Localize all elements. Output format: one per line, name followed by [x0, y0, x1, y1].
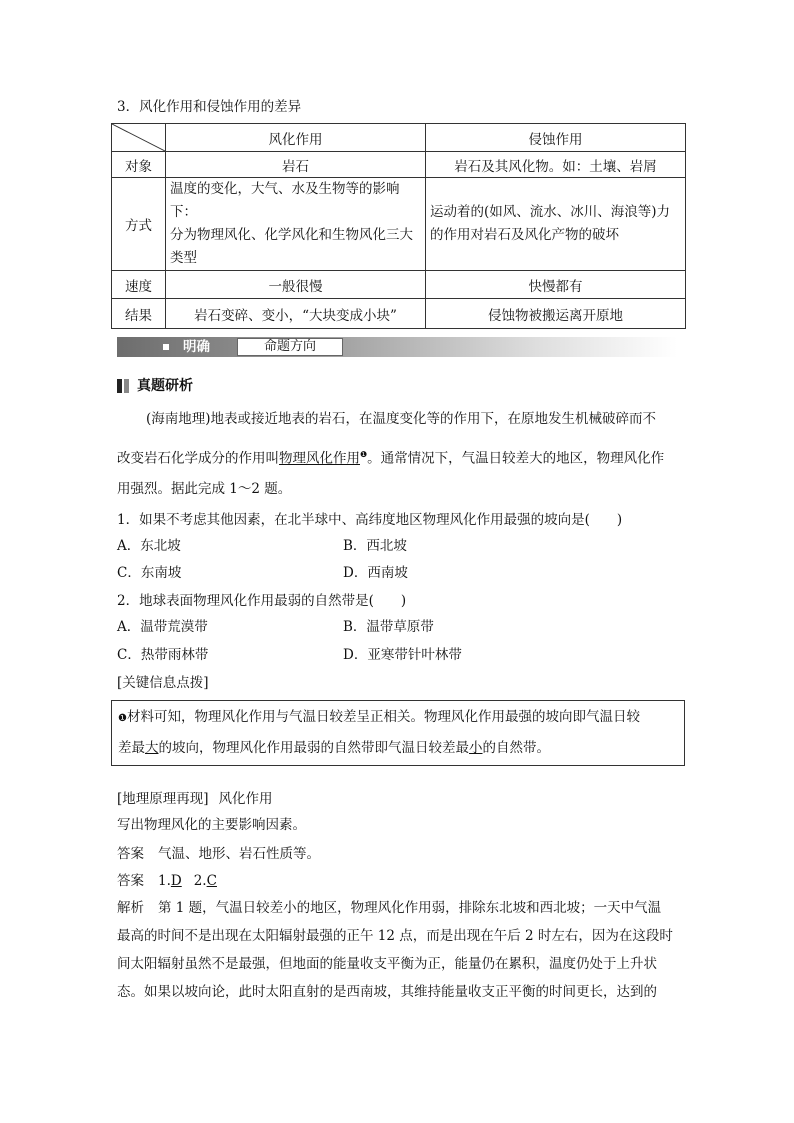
table-header-row	[112, 124, 686, 152]
note-marker-1: ❶	[118, 713, 127, 724]
principle-topic: 风化作用	[218, 791, 273, 807]
section-heading-text: 真题研析	[137, 378, 193, 394]
answer-line-2	[117, 871, 217, 891]
comparison-table	[111, 123, 686, 329]
cell-line: 的作用对岩石及风化产物的破坏	[430, 227, 619, 243]
principle-line	[117, 789, 273, 809]
header-erosion: 侵蚀作用	[426, 124, 686, 152]
underlined-term: 大	[145, 740, 159, 756]
square-bullet-icon	[163, 344, 169, 350]
table-row	[112, 271, 686, 299]
answer-label: 答案	[117, 873, 144, 889]
analysis-text: 第 1 题，气温日较差小的地区，物理风化作用弱，排除东北坡和西北坡；一天中气温	[158, 900, 662, 916]
key-info-text: 材料可知，物理风化作用与气温日较差呈正相关。物理风化作用最强的坡向即气温日较	[126, 709, 640, 725]
intro-line-1: (海南地理)地表或接近地表的岩石，在温度变化等的作用下，在原地发生机械破碎而不	[146, 411, 657, 427]
answer-q2-choice: C	[206, 873, 217, 889]
table-row	[112, 178, 686, 271]
q1-option-b: B．西北坡	[343, 538, 407, 554]
principle-prompt: 写出物理风化的主要影响因素。	[117, 817, 306, 833]
key-info-text: 的自然带。	[482, 740, 550, 756]
note-marker-1: ❶	[360, 450, 368, 459]
answer-text: 气温、地形、岩石性质等。	[158, 846, 320, 862]
key-info-text: 差最	[118, 740, 145, 756]
q1-option-a: A．东北坡	[117, 538, 181, 554]
cell-weathering: 一般很慢	[166, 271, 426, 299]
cell-erosion: 岩石及其风化物。如：土壤、岩屑	[426, 152, 686, 178]
cell-erosion	[426, 178, 686, 271]
section-marker-icon	[117, 379, 131, 393]
cell-line: 分为物理风化、化学风化和生物风化三大	[170, 227, 413, 243]
answer-q2-number: 2.	[193, 873, 207, 889]
cell-erosion: 侵蚀物被搬运离开原地	[426, 299, 686, 329]
analysis-line-3: 间太阳辐射虽然不是最强，但地面的能量收支平衡为正，能量仍在累积，温度仍处于上升状	[117, 956, 657, 972]
cell-weathering: 岩石	[166, 152, 426, 178]
cell-weathering	[166, 178, 426, 271]
cell-weathering: 岩石变碎、变小，“大块变成小块”	[166, 299, 426, 329]
intro-line-2	[117, 445, 664, 469]
underlined-term: 物理风化作用	[279, 450, 360, 467]
q1-option-c: C．东南坡	[117, 565, 182, 581]
table-row	[112, 299, 686, 329]
banner-box-label: 命题方向	[237, 338, 343, 356]
key-info-line-2	[118, 738, 550, 758]
header-weathering: 风化作用	[166, 124, 426, 152]
cell-line: 类型	[170, 250, 197, 266]
key-info-line-1	[118, 707, 640, 729]
row-label: 方式	[112, 178, 166, 271]
key-info-text: 的坡向，物理风化作用最弱的自然带即气温日较差最	[158, 740, 469, 756]
question-1-stem: 1．如果不考虑其他因素，在北半球中、高纬度地区物理风化作用最强的坡向是( )	[117, 512, 623, 528]
row-label: 结果	[112, 299, 166, 329]
diagonal-line	[112, 124, 165, 151]
key-info-label: [关键信息点拨]	[117, 675, 209, 691]
analysis-line-2: 最高的时间不是出现在太阳辐射最强的正午 12 点，而是出现在午后 2 时左右，因为在这段时	[117, 928, 673, 944]
section-banner	[117, 337, 677, 357]
cell-line: 运动着的(如风、流水、冰川、海浪等)力	[430, 204, 671, 220]
q1-option-d: D．西南坡	[343, 565, 408, 581]
answer-q1-choice: D	[170, 873, 182, 889]
underlined-term: 小	[469, 740, 483, 756]
intro-text: 。通常情况下，气温日较差大的地区，物理风化作	[367, 450, 665, 467]
analysis-label: 解析	[117, 900, 144, 916]
cell-line: 温度的变化，大气、水及生物等的影响下：	[170, 181, 400, 220]
answer-line-1	[117, 844, 320, 864]
answer-q1-number: 1.	[158, 873, 171, 889]
table-row	[112, 152, 686, 178]
q2-option-c: C．热带雨林带	[117, 647, 209, 663]
analysis-line-4: 态。如果以坡向论，此时太阳直射的是西南坡，其维持能量收支正平衡的时间更长，达到的	[117, 984, 657, 1000]
q2-option-d: D．亚寒带针叶林带	[343, 647, 462, 663]
intro-line-3: 用强烈。据此完成 1～2 题。	[117, 481, 292, 497]
table-corner-cell	[112, 124, 166, 152]
question-2-stem: 2．地球表面物理风化作用最弱的自然带是( )	[117, 593, 407, 609]
analysis-line-1	[117, 898, 661, 918]
intro-text: 改变岩石化学成分的作用叫	[117, 450, 279, 467]
row-label: 对象	[112, 152, 166, 178]
section-3-title: 3．风化作用和侵蚀作用的差异	[117, 99, 302, 115]
cell-erosion: 快慢都有	[426, 271, 686, 299]
principle-label: [地理原理再现]	[117, 791, 209, 807]
key-info-box	[111, 700, 685, 766]
row-label: 速度	[112, 271, 166, 299]
q2-option-a: A．温带荒漠带	[117, 619, 208, 635]
banner-label: 明确	[183, 339, 210, 355]
answer-label: 答案	[117, 846, 144, 862]
q2-option-b: B．温带草原带	[343, 619, 434, 635]
